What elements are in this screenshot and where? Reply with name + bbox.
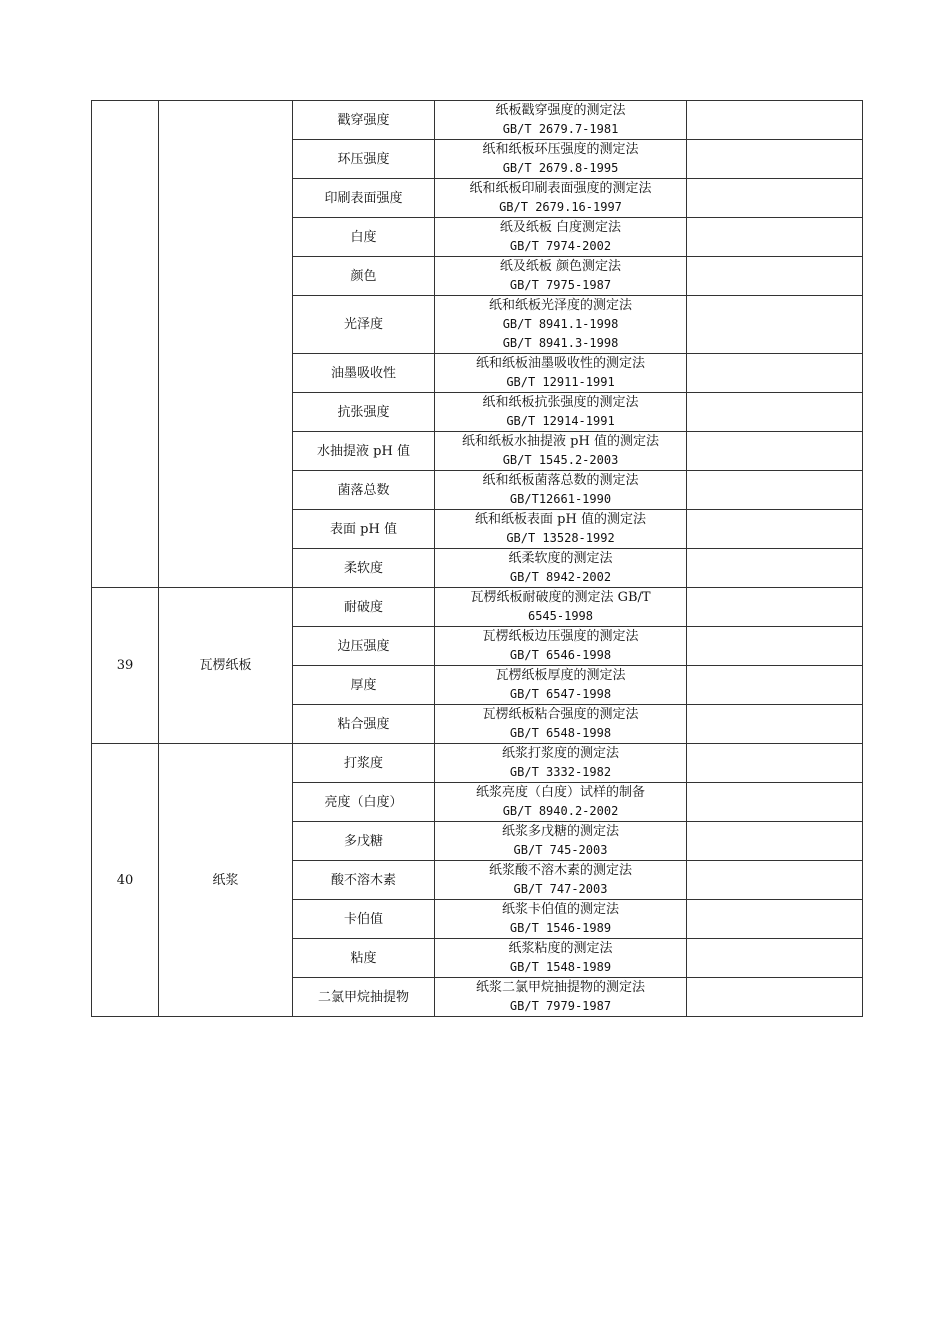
group-category-cell bbox=[159, 101, 293, 588]
test-item-cell: 环压强度 bbox=[293, 140, 435, 179]
standard-code: GB/T 13528-1992 bbox=[506, 531, 615, 545]
standard-code: GB/T 2679.8-1995 bbox=[502, 161, 619, 175]
test-method-cell bbox=[435, 140, 687, 179]
standard-code: GB/T 6546-1998 bbox=[509, 648, 612, 662]
method-name: 瓦楞纸板粘合强度的测定法 bbox=[482, 707, 639, 722]
group-category-cell: 瓦楞纸板 bbox=[159, 588, 293, 744]
remark-cell bbox=[687, 393, 863, 432]
method-name: 纸板戳穿强度的测定法 bbox=[495, 103, 626, 118]
remark-cell bbox=[687, 354, 863, 393]
test-method-cell bbox=[435, 900, 687, 939]
remark-cell bbox=[687, 705, 863, 744]
test-item-cell: 二氯甲烷抽提物 bbox=[293, 978, 435, 1017]
standard-code: GB/T 12911-1991 bbox=[506, 375, 615, 389]
method-name: 纸浆多戊糖的测定法 bbox=[501, 824, 619, 839]
test-item-cell: 印刷表面强度 bbox=[293, 179, 435, 218]
standard-code: GB/T 8940.2-2002 bbox=[502, 804, 619, 818]
remark-cell bbox=[687, 471, 863, 510]
method-name: 纸浆粘度的测定法 bbox=[508, 941, 613, 956]
method-name: 纸浆亮度（白度）试样的制备 bbox=[475, 785, 645, 800]
test-item-cell: 耐破度 bbox=[293, 588, 435, 627]
standards-table bbox=[91, 100, 863, 1017]
table-row bbox=[92, 101, 863, 140]
test-item-cell: 表面 pH 值 bbox=[293, 510, 435, 549]
standard-code: GB/T 6548-1998 bbox=[509, 726, 612, 740]
test-item-cell: 颜色 bbox=[293, 257, 435, 296]
test-method-cell bbox=[435, 783, 687, 822]
test-method-cell bbox=[435, 432, 687, 471]
group-number-cell bbox=[92, 101, 159, 588]
standard-code: GB/T 8941.1-1998 bbox=[502, 317, 619, 331]
standard-code: GB/T 7979-1987 bbox=[509, 999, 612, 1013]
standard-code: GB/T 6547-1998 bbox=[509, 687, 612, 701]
standard-code: 6545-1998 bbox=[527, 609, 594, 623]
remark-cell bbox=[687, 900, 863, 939]
standard-code: GB/T 8942-2002 bbox=[509, 570, 612, 584]
remark-cell bbox=[687, 744, 863, 783]
test-method-cell bbox=[435, 861, 687, 900]
remark-cell bbox=[687, 978, 863, 1017]
test-method-cell bbox=[435, 549, 687, 588]
standard-code: GB/T 12914-1991 bbox=[506, 414, 615, 428]
standard-code: GB/T 8941.3-1998 bbox=[502, 336, 619, 350]
standard-code: GB/T 2679.16-1997 bbox=[499, 200, 622, 214]
test-item-cell: 白度 bbox=[293, 218, 435, 257]
remark-cell bbox=[687, 257, 863, 296]
standard-code: GB/T 1546-1989 bbox=[509, 921, 612, 935]
standard-code: GB/T 2679.7-1981 bbox=[502, 122, 619, 136]
remark-cell bbox=[687, 666, 863, 705]
test-item-cell: 亮度（白度） bbox=[293, 783, 435, 822]
method-name: 纸浆打浆度的测定法 bbox=[501, 746, 619, 761]
method-name: 纸和纸板环压强度的测定法 bbox=[482, 142, 639, 157]
standard-code: GB/T 745-2003 bbox=[513, 843, 608, 857]
table-row bbox=[92, 744, 863, 783]
remark-cell bbox=[687, 140, 863, 179]
method-name: 纸浆酸不溶木素的测定法 bbox=[488, 863, 632, 878]
test-method-cell bbox=[435, 666, 687, 705]
method-name: 纸和纸板抗张强度的测定法 bbox=[482, 395, 639, 410]
test-item-cell: 卡伯值 bbox=[293, 900, 435, 939]
remark-cell bbox=[687, 822, 863, 861]
test-method-cell bbox=[435, 179, 687, 218]
test-item-cell: 水抽提液 pH 值 bbox=[293, 432, 435, 471]
test-item-cell: 粘度 bbox=[293, 939, 435, 978]
remark-cell bbox=[687, 549, 863, 588]
remark-cell bbox=[687, 627, 863, 666]
group-number-cell: 40 bbox=[92, 744, 159, 1017]
test-item-cell: 戳穿强度 bbox=[293, 101, 435, 140]
test-method-cell bbox=[435, 510, 687, 549]
test-method-cell bbox=[435, 978, 687, 1017]
test-method-cell bbox=[435, 588, 687, 627]
remark-cell bbox=[687, 101, 863, 140]
remark-cell bbox=[687, 588, 863, 627]
method-name: 纸浆二氯甲烷抽提物的测定法 bbox=[475, 980, 645, 995]
method-name: 纸及纸板 白度测定法 bbox=[499, 220, 622, 235]
standard-code: GB/T12661-1990 bbox=[509, 492, 612, 506]
method-name: 纸及纸板 颜色测定法 bbox=[499, 259, 622, 274]
table-row bbox=[92, 588, 863, 627]
standard-code: GB/T 7974-2002 bbox=[509, 239, 612, 253]
test-method-cell bbox=[435, 257, 687, 296]
group-number-cell: 39 bbox=[92, 588, 159, 744]
test-item-cell: 油墨吸收性 bbox=[293, 354, 435, 393]
standard-code: GB/T 3332-1982 bbox=[509, 765, 612, 779]
remark-cell bbox=[687, 218, 863, 257]
standard-code: GB/T 1548-1989 bbox=[509, 960, 612, 974]
remark-cell bbox=[687, 432, 863, 471]
test-method-cell bbox=[435, 393, 687, 432]
standard-code: GB/T 1545.2-2003 bbox=[502, 453, 619, 467]
test-method-cell bbox=[435, 744, 687, 783]
method-name: 瓦楞纸板耐破度的测定法 GB/T bbox=[470, 590, 651, 605]
remark-cell bbox=[687, 296, 863, 354]
standard-code: GB/T 747-2003 bbox=[513, 882, 608, 896]
test-method-cell bbox=[435, 354, 687, 393]
remark-cell bbox=[687, 939, 863, 978]
test-item-cell: 光泽度 bbox=[293, 296, 435, 354]
test-method-cell bbox=[435, 296, 687, 354]
test-item-cell: 打浆度 bbox=[293, 744, 435, 783]
method-name: 纸柔软度的测定法 bbox=[508, 551, 613, 566]
standard-code: GB/T 7975-1987 bbox=[509, 278, 612, 292]
method-name: 纸和纸板表面 pH 值的测定法 bbox=[475, 512, 646, 527]
standards-table-body bbox=[92, 101, 863, 1017]
test-method-cell bbox=[435, 101, 687, 140]
method-name: 瓦楞纸板边压强度的测定法 bbox=[482, 629, 639, 644]
test-item-cell: 酸不溶木素 bbox=[293, 861, 435, 900]
test-item-cell: 菌落总数 bbox=[293, 471, 435, 510]
test-method-cell bbox=[435, 939, 687, 978]
method-name: 纸和纸板油墨吸收性的测定法 bbox=[475, 356, 645, 371]
method-name: 纸和纸板水抽提液 pH 值的测定法 bbox=[462, 434, 659, 449]
group-category-cell: 纸浆 bbox=[159, 744, 293, 1017]
test-item-cell: 粘合强度 bbox=[293, 705, 435, 744]
test-item-cell: 多戊糖 bbox=[293, 822, 435, 861]
test-method-cell bbox=[435, 471, 687, 510]
remark-cell bbox=[687, 861, 863, 900]
test-item-cell: 抗张强度 bbox=[293, 393, 435, 432]
test-item-cell: 厚度 bbox=[293, 666, 435, 705]
remark-cell bbox=[687, 179, 863, 218]
test-method-cell bbox=[435, 218, 687, 257]
test-method-cell bbox=[435, 627, 687, 666]
remark-cell bbox=[687, 510, 863, 549]
remark-cell bbox=[687, 783, 863, 822]
method-name: 纸和纸板光泽度的测定法 bbox=[488, 298, 632, 313]
test-item-cell: 柔软度 bbox=[293, 549, 435, 588]
method-name: 瓦楞纸板厚度的测定法 bbox=[495, 668, 626, 683]
method-name: 纸和纸板菌落总数的测定法 bbox=[482, 473, 639, 488]
test-method-cell bbox=[435, 822, 687, 861]
method-name: 纸浆卡伯值的测定法 bbox=[501, 902, 619, 917]
test-item-cell: 边压强度 bbox=[293, 627, 435, 666]
test-method-cell bbox=[435, 705, 687, 744]
method-name: 纸和纸板印刷表面强度的测定法 bbox=[469, 181, 652, 196]
